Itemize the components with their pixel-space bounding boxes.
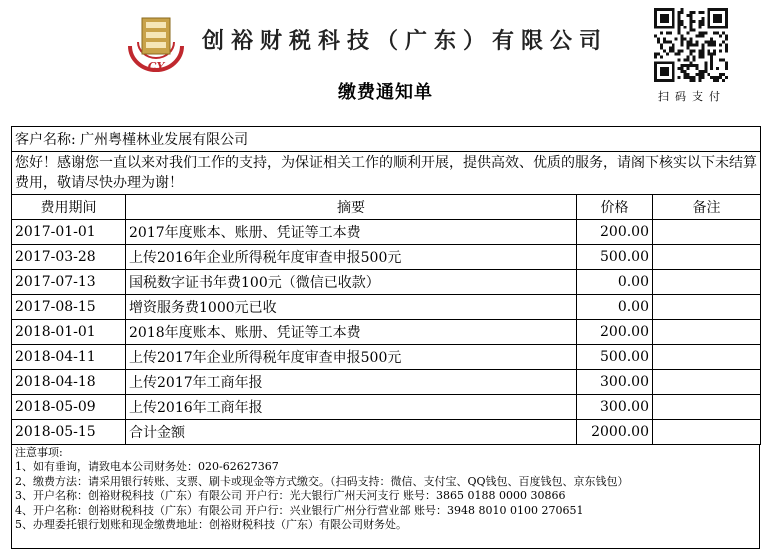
company-logo (124, 12, 188, 74)
column-header-period: 费用期间 (12, 195, 126, 220)
remark-cell (653, 395, 761, 420)
price-cell: 200.00 (577, 220, 653, 245)
remark-cell (653, 245, 761, 270)
customer-row (12, 127, 761, 152)
total-label-cell: 合计金额 (126, 420, 577, 445)
table-row (12, 245, 761, 270)
column-header-remark: 备注 (653, 195, 761, 220)
summary-cell: 上传2017年工商年报 (126, 370, 577, 395)
price-cell: 500.00 (577, 345, 653, 370)
period-cell: 2017-03-28 (12, 245, 126, 270)
price-cell: 200.00 (577, 320, 653, 345)
greeting-row (12, 152, 761, 195)
logo-text: CY (147, 60, 165, 73)
table-row (12, 370, 761, 395)
notes-title: 注意事项: (15, 446, 63, 459)
customer-name: 广州粤槿林业发展有限公司 (80, 132, 249, 148)
period-cell: 2018-04-18 (12, 370, 126, 395)
summary-cell: 国税数字证书年费100元（微信已收款） (126, 270, 577, 295)
remark-cell (653, 320, 761, 345)
summary-cell: 上传2017年企业所得税年度审查申报500元 (126, 345, 577, 370)
summary-cell: 上传2016年企业所得税年度审查申报500元 (126, 245, 577, 270)
fee-notice-sheet (11, 126, 760, 549)
company-name: 创裕财税科技（广东）有限公司 (202, 28, 609, 54)
price-cell: 500.00 (577, 245, 653, 270)
greeting-text: 您好！感谢您一直以来对我们工作的支持，为保证相关工作的顺利开展，提供高效、优质的服务，请阁下核实以下未结算费用，敬请尽快办理为谢！ (12, 152, 761, 195)
notes-section (11, 445, 760, 549)
column-header-summary: 摘要 (126, 195, 577, 220)
invoice-header (0, 0, 771, 125)
period-cell: 2017-08-15 (12, 295, 126, 320)
column-header-price: 价格 (577, 195, 653, 220)
table-row (12, 320, 761, 345)
price-cell: 300.00 (577, 395, 653, 420)
document-title: 缴费通知单 (338, 82, 433, 103)
remark-cell (653, 295, 761, 320)
period-cell: 2017-07-13 (12, 270, 126, 295)
price-cell: 0.00 (577, 295, 653, 320)
summary-cell: 增资服务费1000元已收 (126, 295, 577, 320)
summary-cell: 2018年度账本、账册、凭证等工本费 (126, 320, 577, 345)
remark-cell (653, 270, 761, 295)
price-cell: 300.00 (577, 370, 653, 395)
period-cell: 2017-01-01 (12, 220, 126, 245)
customer-cell (12, 127, 761, 152)
table-row (12, 395, 761, 420)
total-amount-cell: 2000.00 (577, 420, 653, 445)
note-item: 5、办理委托银行划账和现金缴费地址：创裕财税科技（广东）有限公司财务处。 (15, 518, 407, 532)
table-row (12, 345, 761, 370)
summary-cell: 2017年度账本、账册、凭证等工本费 (126, 220, 577, 245)
remark-cell (653, 220, 761, 245)
note-item: 3、开户名称：创裕财税科技（广东）有限公司 开户行：光大银行广州天河支行 账号：3865 0188 0000 30866 (15, 489, 566, 503)
total-remark-cell (653, 420, 761, 445)
total-period-cell: 2018-05-15 (12, 420, 126, 445)
payment-qr-code[interactable] (654, 8, 728, 82)
period-cell: 2018-05-09 (12, 395, 126, 420)
table-row (12, 220, 761, 245)
remark-cell (653, 370, 761, 395)
customer-label: 客户名称: (15, 132, 76, 148)
table-row (12, 295, 761, 320)
remark-cell (653, 345, 761, 370)
table-row (12, 270, 761, 295)
note-item: 4、开户名称：创裕财税科技（广东）有限公司 开户行：兴业银行广州分行营业部 账号：3948 8010 0100 270651 (15, 503, 584, 517)
note-item: 1、如有垂询，请致电本公司财务处：020-62627367 (15, 460, 279, 474)
qr-caption: 扫码支付 (658, 90, 726, 103)
period-cell: 2018-04-11 (12, 345, 126, 370)
price-cell: 0.00 (577, 270, 653, 295)
period-cell: 2018-01-01 (12, 320, 126, 345)
note-item: 2、缴费方法：请采用银行转账、支票、刷卡或现金等方式缴交。（扫码支持：微信、支付宝、QQ钱包、百度钱包、京东钱包） (15, 474, 629, 488)
fee-table (11, 126, 761, 445)
summary-cell: 上传2016年工商年报 (126, 395, 577, 420)
table-header-row (12, 195, 761, 220)
total-row (12, 420, 761, 445)
